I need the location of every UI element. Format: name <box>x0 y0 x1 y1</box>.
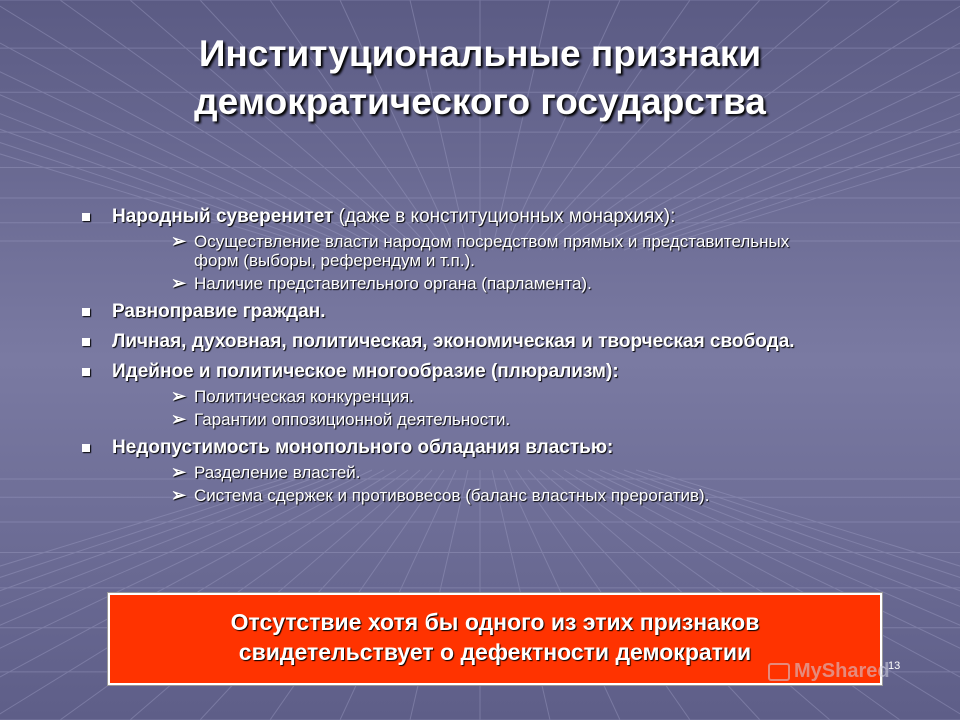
sub-item-text: Осуществление власти народом посредством прямых и представительных форм (выборы, референдум и т.п.). <box>194 232 790 270</box>
square-bullet-icon <box>82 213 90 221</box>
square-bullet-icon <box>82 308 90 316</box>
sub-item <box>80 463 794 482</box>
list-item <box>80 361 880 383</box>
sub-item-text: Разделение властей. <box>194 463 361 482</box>
sub-item <box>80 486 794 505</box>
page-number: 13 <box>888 660 901 672</box>
item-bold: Идейное и политическое многообразие (плюрализм): <box>112 361 619 382</box>
callout-line-1: Отсутствие хотя бы одного из этих признаков <box>230 609 760 635</box>
square-bullet-icon <box>82 444 90 452</box>
title-line-1: Институциональные признаки <box>198 33 762 74</box>
arrow-bullet-icon: ➢ <box>171 485 187 505</box>
watermark-text: MyShared <box>794 660 890 682</box>
conclusion-callout <box>108 593 882 685</box>
title-line-2: демократического государства <box>194 81 766 122</box>
list-item <box>80 206 880 228</box>
sub-item-text: Политическая конкуренция. <box>194 387 414 406</box>
item-rest: (даже в конституционных монархиях): <box>333 206 676 227</box>
arrow-bullet-icon: ➢ <box>171 273 187 293</box>
sub-item-text: Наличие представительного органа (парламента). <box>194 274 592 293</box>
bullet-list <box>80 198 880 505</box>
callout-line-2: свидетельствует о дефектности демократии <box>238 639 752 665</box>
sub-item-text: Гарантии оппозиционной деятельности. <box>194 410 511 429</box>
list-item <box>80 301 880 323</box>
arrow-bullet-icon: ➢ <box>171 231 187 251</box>
list-item <box>80 331 880 353</box>
arrow-bullet-icon: ➢ <box>171 462 187 482</box>
sub-item <box>80 274 794 293</box>
sub-item <box>80 387 794 406</box>
watermark-logo <box>768 660 890 683</box>
square-bullet-icon <box>82 368 90 376</box>
sub-item <box>80 232 794 270</box>
sub-item <box>80 410 794 429</box>
item-bold: Равноправие граждан. <box>112 301 326 322</box>
square-bullet-icon <box>82 338 90 346</box>
sub-item-text: Система сдержек и противовесов (баланс властных прерогатив). <box>194 486 710 505</box>
arrow-bullet-icon: ➢ <box>171 386 187 406</box>
slide-title <box>0 30 960 126</box>
item-bold: Недопустимость монопольного обладания властью: <box>112 437 614 458</box>
presentation-icon <box>768 663 790 681</box>
arrow-bullet-icon: ➢ <box>171 409 187 429</box>
item-bold: Народный суверенитет <box>112 206 334 227</box>
list-item <box>80 437 880 459</box>
item-bold: Личная, духовная, политическая, экономическая и творческая свобода. <box>112 331 795 352</box>
